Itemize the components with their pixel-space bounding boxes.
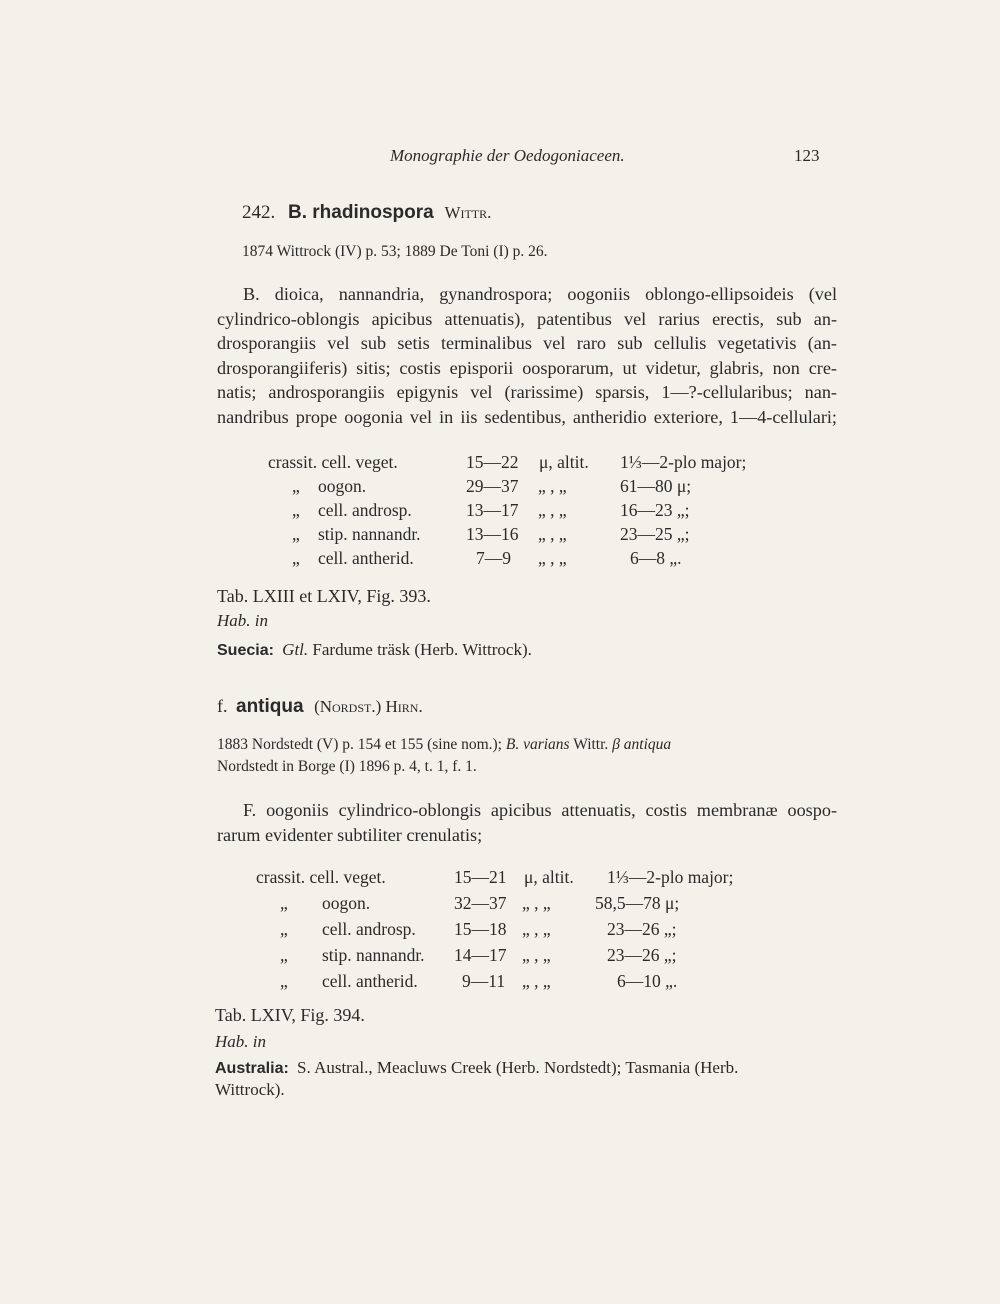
measurement-unit: „ , „ <box>538 524 567 544</box>
description-line: drosporangiis vel sub setis terminalibus vel raro sub cellulis vegetativis (an- <box>217 333 837 354</box>
measurement-value: 6—8 „. <box>630 548 682 568</box>
form-citation-line-2: Nordstedt in Borge (I) 1896 p. 4, t. 1, f. 1. <box>217 758 477 775</box>
species-plate-reference: Tab. LXIII et LXIV, Fig. 393. <box>217 586 431 606</box>
measurement-unit: μ, altit. <box>539 452 589 472</box>
page-number: 123 <box>794 146 820 165</box>
description-line: drosporangiiferis) sitis; costis episporii oosporarum, ut videtur, glabris, non cre- <box>217 357 837 378</box>
description-line: F. oogoniis cylindrico-oblongis apicibus attenuatis, costis membranæ oospo- <box>243 800 837 820</box>
description-line: nandribus prope oogonia vel in iis sedentibus, antheridio exteriore, 1—4-cellulari; <box>217 406 837 427</box>
measurement-unit: „ , „ <box>538 548 567 568</box>
measurement-unit: „ , „ <box>522 893 551 913</box>
ditto-mark: „ <box>280 919 288 939</box>
species-number: 242. <box>242 202 276 223</box>
measurement-value: 23—25 „; <box>620 524 690 544</box>
measurement-range: 13—16 <box>466 524 519 544</box>
measurement-value: 61—80 μ; <box>620 476 692 496</box>
measurement-value: 1⅓—2-plo major; <box>620 452 747 472</box>
description-line: natis; androsporangiis epigynis vel (rarissime) sparsis, 1—?-cellularibus; nan- <box>217 382 837 403</box>
form-author: (Nordst.) Hirn. <box>314 697 423 716</box>
region-label: Suecia: <box>217 642 274 659</box>
measurement-range: 32—37 <box>454 893 507 913</box>
measurement-label: crassit. cell. veget. <box>256 867 386 887</box>
measurement-unit: „ , „ <box>522 945 551 965</box>
form-plate-reference: Tab. LXIV, Fig. 394. <box>215 1005 365 1025</box>
measurement-label: cell. antherid. <box>318 548 414 568</box>
measurement-range: 15—18 <box>454 919 507 939</box>
measurement-label: cell. androsp. <box>318 500 412 520</box>
species-name: B. rhadinospora <box>288 202 434 223</box>
measurement-range: 7—9 <box>476 548 511 568</box>
form-heading <box>217 696 423 718</box>
form-prefix: f. <box>217 696 228 716</box>
description-line: cylindrico-oblongis apicibus attenuatis), patentibus vel rarius erectis, sub an- <box>217 308 837 329</box>
citation-taxon: B. varians <box>505 736 570 753</box>
species-heading <box>242 202 491 224</box>
species-author: Wittr. <box>444 203 492 222</box>
ditto-mark: „ <box>292 500 300 520</box>
form-distribution-continued: Wittrock). <box>215 1080 285 1099</box>
measurement-unit: μ, altit. <box>524 867 574 887</box>
measurement-value: 16—23 „; <box>620 500 690 520</box>
measurement-range: 9—11 <box>462 971 506 991</box>
form-habitat-label: Hab. in <box>215 1032 266 1051</box>
measurement-value: 58,5—78 μ; <box>595 893 680 913</box>
ditto-mark: „ <box>280 893 288 913</box>
measurement-label: oogon. <box>318 476 367 496</box>
ditto-mark: „ <box>292 548 300 568</box>
measurement-unit: „ , „ <box>538 500 567 520</box>
region-label: Australia: <box>215 1060 289 1077</box>
form-description <box>217 798 837 847</box>
measurement-range: 15—22 <box>466 452 519 472</box>
locality-abbrev: Gtl. <box>282 640 309 659</box>
measurement-value: 23—26 „; <box>607 919 677 939</box>
measurement-value: 23—26 „; <box>607 945 677 965</box>
measurement-range: 29—37 <box>466 476 519 496</box>
citation-text: Wittr. <box>569 736 613 753</box>
species-habitat-label: Hab. in <box>217 611 268 630</box>
species-distribution <box>217 640 532 660</box>
running-title: Monographie der Oedogoniaceen. <box>390 146 625 165</box>
measurement-unit: „ , „ <box>522 971 551 991</box>
measurement-label: stip. nannandr. <box>318 524 421 544</box>
description-line: B. dioica, nannandria, gynandrospora; oogoniis oblongo-ellipsoideis (vel <box>243 284 837 304</box>
measurement-unit: „ , „ <box>538 476 567 496</box>
ditto-mark: „ <box>280 971 288 991</box>
locality-text: S. Austral., Meacluws Creek (Herb. Nordstedt); Tasmania (Herb. <box>297 1058 739 1077</box>
form-citation-line-1 <box>217 736 671 754</box>
citation-text: 1883 Nordstedt (V) p. 154 et 155 (sine nom.); <box>217 736 506 753</box>
ditto-mark: „ <box>292 476 300 496</box>
citation-taxon: β antiqua <box>612 736 672 753</box>
measurement-value: 1⅓—2-plo major; <box>607 867 734 887</box>
measurement-label: crassit. cell. veget. <box>268 452 398 472</box>
description-line: rarum evidenter subtiliter crenulatis; <box>217 824 483 845</box>
measurement-range: 15—21 <box>454 867 507 887</box>
measurement-label: cell. androsp. <box>322 919 416 939</box>
measurement-label: cell. antherid. <box>322 971 418 991</box>
measurement-range: 14—17 <box>454 945 507 965</box>
measurement-unit: „ , „ <box>522 919 551 939</box>
form-distribution <box>215 1058 738 1078</box>
species-citation: 1874 Wittrock (IV) p. 53; 1889 De Toni (I) p. 26. <box>242 243 548 260</box>
ditto-mark: „ <box>292 524 300 544</box>
measurement-label: stip. nannandr. <box>322 945 425 965</box>
species-description <box>217 282 837 430</box>
form-name: antiqua <box>236 696 304 717</box>
measurement-range: 13—17 <box>466 500 519 520</box>
measurement-value: 6—10 „. <box>617 971 678 991</box>
ditto-mark: „ <box>280 945 288 965</box>
measurement-label: oogon. <box>322 893 371 913</box>
locality-text: Fardume träsk (Herb. Wittrock). <box>312 640 532 659</box>
